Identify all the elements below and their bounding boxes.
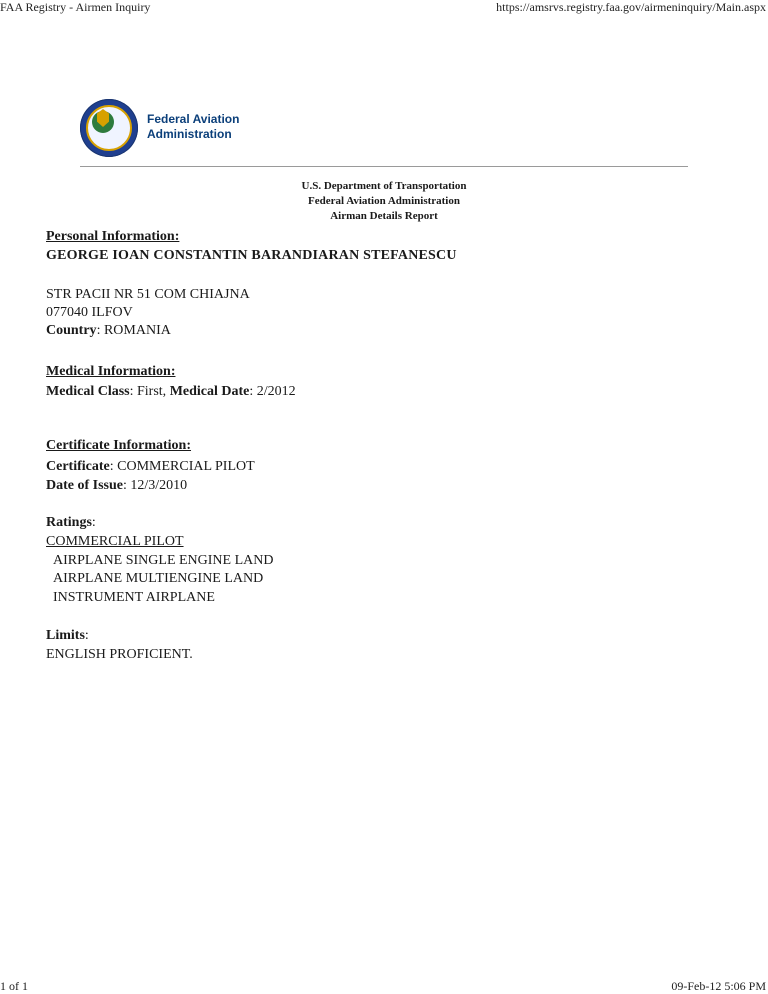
- print-title: FAA Registry - Airmen Inquiry: [0, 0, 151, 14]
- report-header-line-1: U.S. Department of Transportation: [301, 180, 467, 192]
- issue-date-row: Date of Issue: 12/3/2010: [46, 478, 188, 493]
- country-value: ROMANIA: [103, 323, 171, 338]
- print-url: https://amsrvs.registry.faa.gov/airmeninquiry/Main.aspx: [496, 0, 766, 14]
- issue-date-value: 12/3/2010: [130, 478, 188, 493]
- medical-class-value: First,: [137, 384, 167, 399]
- ratings-group: COMMERCIAL PILOT: [46, 534, 184, 549]
- certificate-row: Certificate: COMMERCIAL PILOT: [46, 459, 255, 474]
- country-row: Country: ROMANIA: [46, 323, 171, 338]
- medical-row: Medical Class: First, Medical Date: 2/2012: [46, 384, 296, 399]
- medical-date-value: 2/2012: [256, 384, 296, 399]
- rating-item: AIRPLANE SINGLE ENGINE LAND: [53, 553, 274, 568]
- report-header-line-3: Airman Details Report: [330, 210, 438, 222]
- address-line-1: STR PACII NR 51 COM CHIAJNA: [46, 287, 250, 302]
- certificate-label: Certificate: [46, 459, 110, 474]
- rating-item: AIRPLANE MULTIENGINE LAND: [53, 571, 264, 586]
- print-timestamp: 09-Feb-12 5:06 PM: [671, 979, 766, 993]
- medical-class-label: Medical Class: [46, 384, 130, 399]
- ratings-label-row: Ratings:: [46, 515, 96, 530]
- address-line-2: 077040 ILFOV: [46, 305, 133, 320]
- rating-item: INSTRUMENT AIRPLANE: [53, 590, 215, 605]
- header-divider: [80, 166, 688, 167]
- logo-line-2: Administration: [147, 127, 232, 141]
- limits-label-row: Limits:: [46, 628, 89, 643]
- medical-date-label: Medical Date: [169, 384, 250, 399]
- country-label: Country: [46, 323, 97, 338]
- ratings-label: Ratings: [46, 515, 92, 530]
- limits-label: Limits: [46, 628, 85, 643]
- faa-seal-icon: [80, 99, 138, 157]
- logo-line-1: Federal Aviation: [147, 112, 240, 126]
- faa-logo-text: [147, 112, 239, 142]
- certificate-heading: Certificate Information:: [46, 438, 192, 453]
- airman-name: GEORGE IOAN CONSTANTIN BARANDIARAN STEFANESCU: [46, 248, 457, 263]
- medical-heading: Medical Information:: [46, 364, 176, 379]
- print-page-number: 1 of 1: [0, 979, 28, 993]
- certificate-value: COMMERCIAL PILOT: [117, 459, 255, 474]
- issue-date-label: Date of Issue: [46, 478, 123, 493]
- limits-value: ENGLISH PROFICIENT.: [46, 647, 193, 662]
- report-header-line-2: Federal Aviation Administration: [308, 195, 460, 207]
- personal-heading: Personal Information:: [46, 229, 180, 244]
